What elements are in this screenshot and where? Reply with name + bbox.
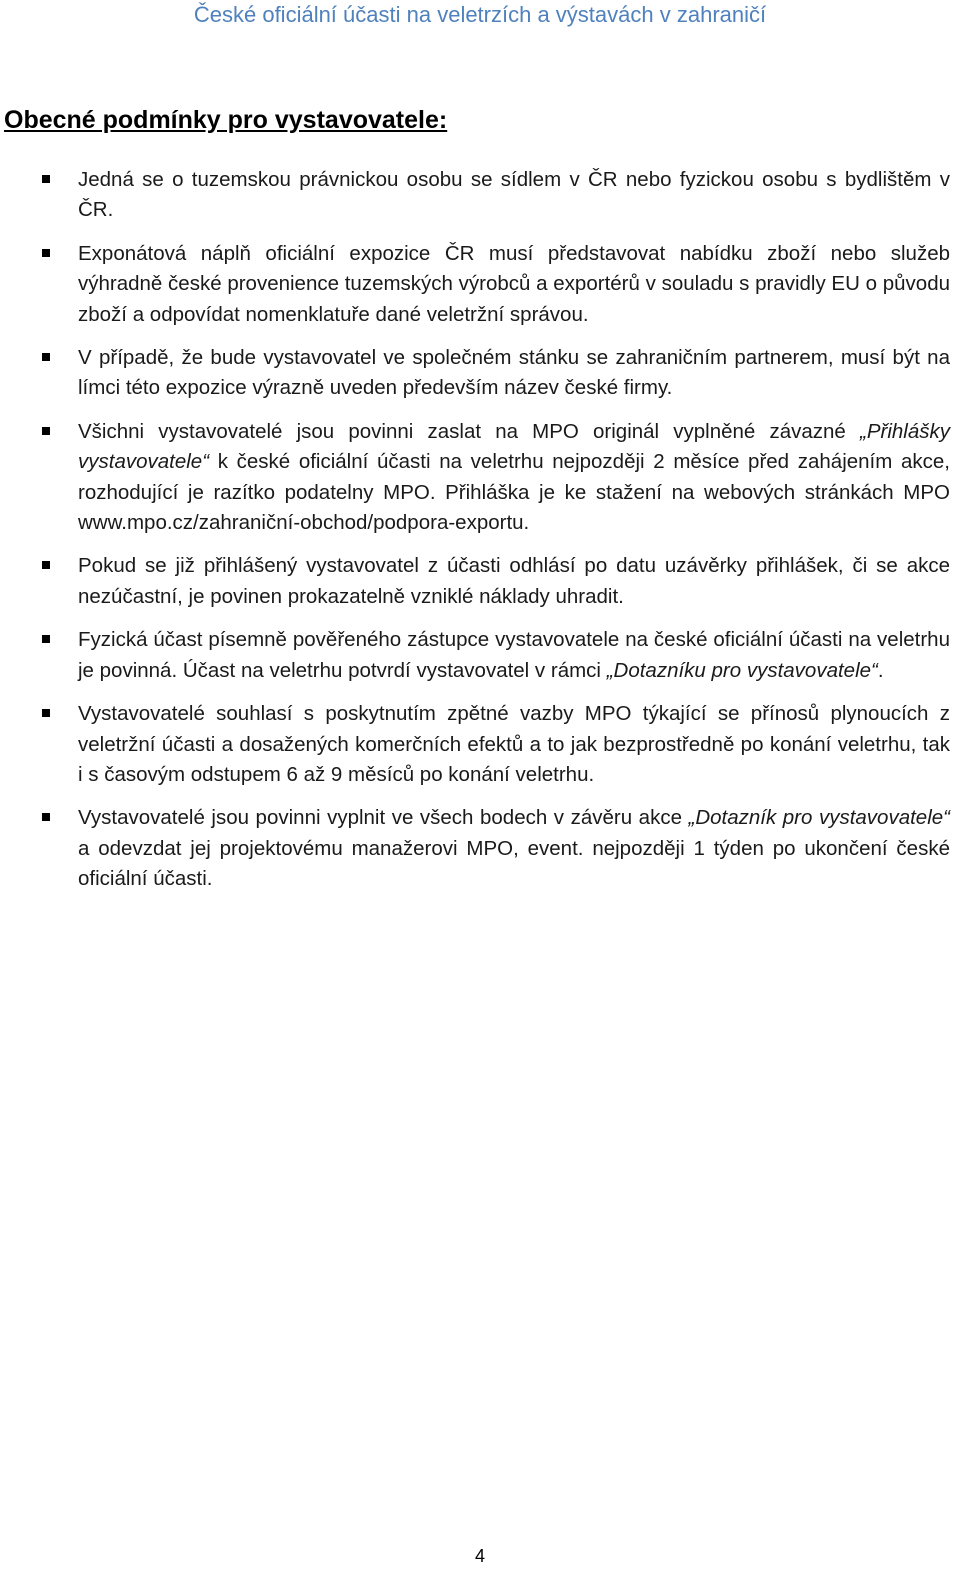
form-name-emphasis: „Přihlášky vystavovatele“ bbox=[78, 419, 950, 474]
condition-text: Jedná se o tuzemskou právnickou osobu se sídlem v ČR nebo fyzickou osobu s bydlištěm v ČR. bbox=[78, 168, 950, 222]
condition-item bbox=[40, 343, 950, 404]
running-header: České oficiální účasti na veletrzích a výstavách v zahraničí bbox=[193, 2, 767, 27]
form-name-emphasis: „Dotazník pro vystavovatele“ bbox=[688, 806, 950, 830]
condition-item bbox=[40, 239, 950, 330]
condition-item bbox=[40, 803, 950, 894]
form-name-emphasis: „Dotazníku pro vystavovatele“ bbox=[606, 658, 878, 682]
condition-text: . bbox=[877, 658, 884, 682]
condition-text: k české oficiální účasti na veletrhu nejpozději 2 měsíce před zahájením akce, rozhodující je razítko podatelny MPO. Přihláška je ke stažení na webových stránkách MPO www.mpo.cz/zahraniční-obchod/podpora-exportu. bbox=[78, 450, 950, 535]
condition-item bbox=[40, 417, 950, 539]
square-bullet-icon bbox=[42, 561, 50, 569]
conditions-list bbox=[40, 165, 950, 908]
condition-text: Vystavovatelé jsou povinni vyplnit ve všech bodech v závěru akce bbox=[78, 806, 689, 830]
square-bullet-icon bbox=[42, 249, 50, 257]
square-bullet-icon bbox=[42, 427, 50, 435]
condition-item bbox=[40, 165, 950, 226]
square-bullet-icon bbox=[42, 635, 50, 643]
condition-text: Pokud se již přihlášený vystavovatel z účasti odhlásí po datu uzávěrky přihlášek, či se akce nezúčastní, je povinen prokazatelně vzniklé náklady uhradit. bbox=[78, 554, 950, 608]
condition-item bbox=[40, 551, 950, 612]
condition-text: Fyzická účast písemně pověřeného zástupce vystavovatele na české oficiální účasti na veletrhu je povinná. Účast na veletrhu potvrdí vystavovatel v rámci bbox=[78, 628, 950, 682]
condition-text: Vystavovatelé souhlasí s poskytnutím zpětné vazby MPO týkající se přínosů plynoucích z veletržní účasti a dosažených komerčních efektů a to jak bezprostředně po konání veletrhu, tak i s časovým odstupem 6 až 9 měsíců po konání veletrhu. bbox=[78, 702, 950, 786]
condition-item bbox=[40, 625, 950, 686]
condition-text: Exponátová náplň oficiální expozice ČR musí představovat nabídku zboží nebo služeb výhradně české provenience tuzemských výrobců a exportérů v souladu s pravidly EU o původu zboží a odpovídat nomenklatuře dané veletržní správou. bbox=[78, 241, 950, 326]
condition-text: Všichni vystavovatelé jsou povinni zaslat na MPO originál vyplněné závazné bbox=[78, 419, 860, 443]
square-bullet-icon bbox=[42, 813, 50, 821]
page-number: 4 bbox=[474, 1546, 485, 1566]
condition-text: V případě, že bude vystavovatel ve společném stánku se zahraničním partnerem, musí být na límci této expozice výrazně uveden především název české firmy. bbox=[78, 346, 950, 400]
condition-item bbox=[40, 699, 950, 790]
condition-text: a odevzdat jej projektovému manažerovi MPO, event. nejpozději 1 týden po ukončení české oficiální účasti. bbox=[78, 836, 950, 891]
section-title: Obecné podmínky pro vystavovatele: bbox=[4, 106, 448, 134]
square-bullet-icon bbox=[42, 709, 50, 717]
square-bullet-icon bbox=[42, 353, 50, 361]
square-bullet-icon bbox=[42, 175, 50, 183]
